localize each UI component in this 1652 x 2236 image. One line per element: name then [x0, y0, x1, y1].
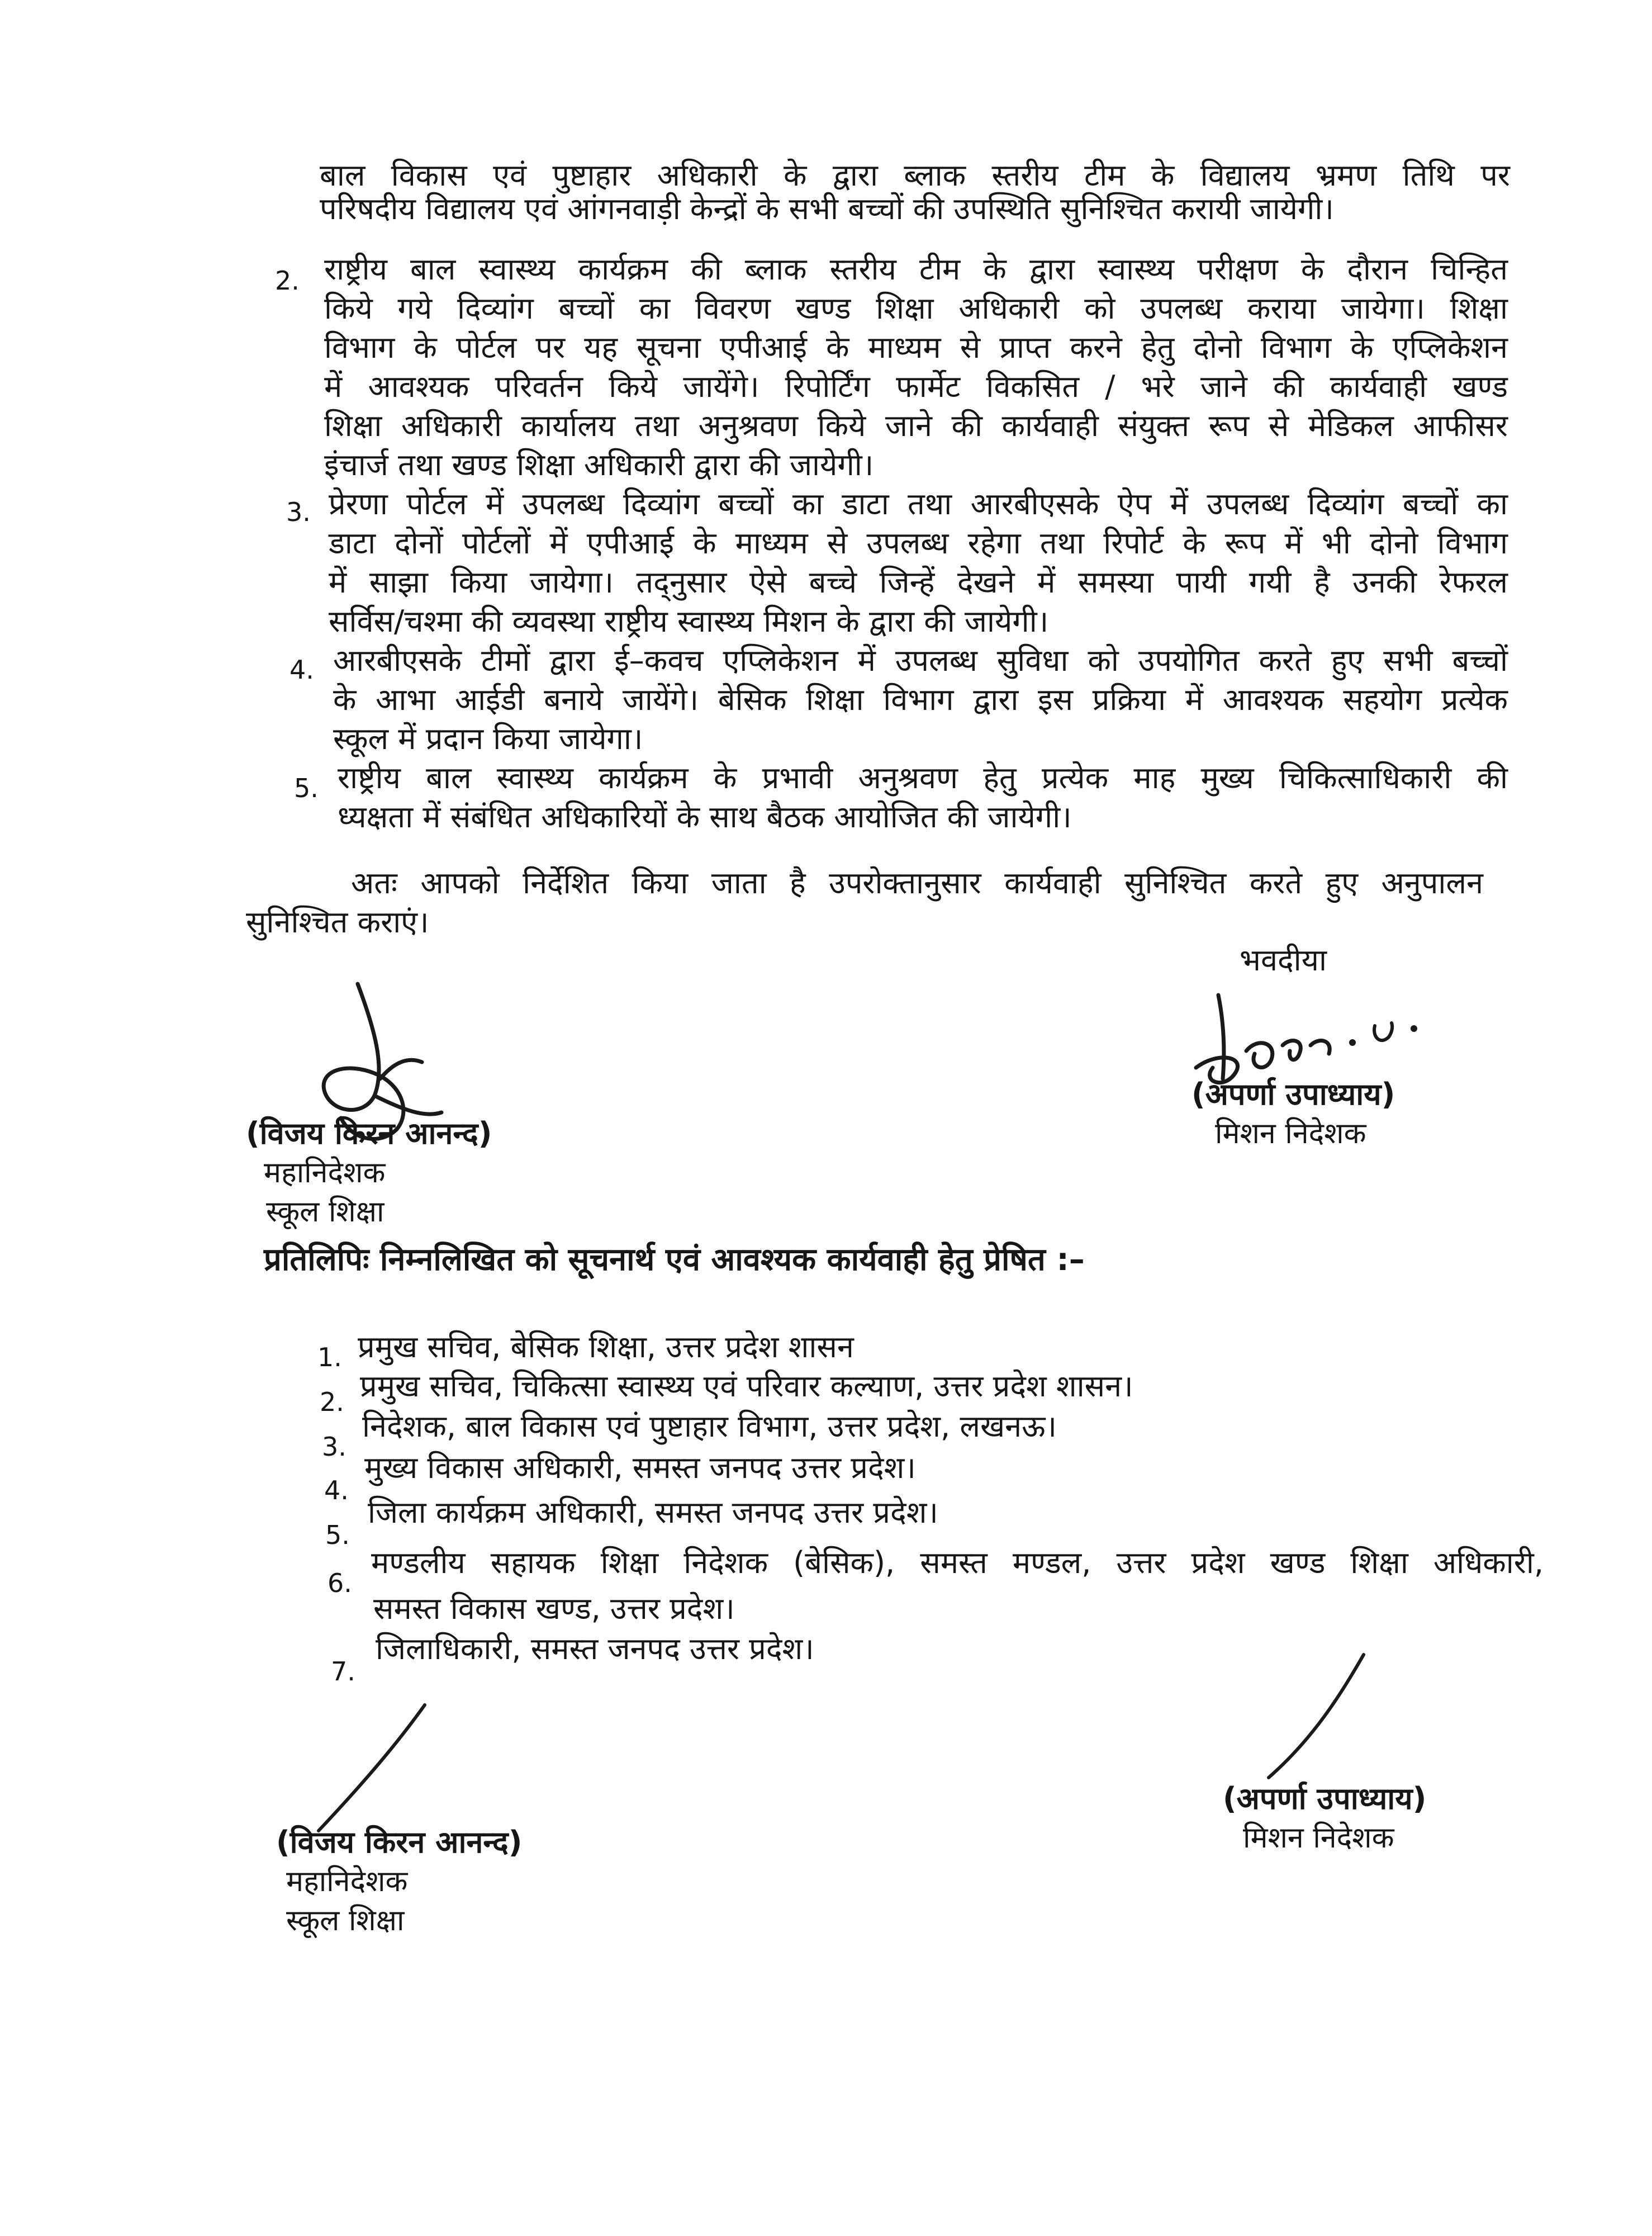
- copy-item-number: 2.: [320, 1387, 344, 1417]
- point-line: ध्यक्षता में संबंधित अधिकारियों के साथ बैठक आयोजित की जायेगी।: [338, 799, 1072, 835]
- right-signatory-name-2: (अपर्णा उपाध्याय): [1223, 1781, 1427, 1816]
- copy-item-line: मण्डलीय सहायक शिक्षा निदेशक (बेसिक), समस्त मण्डल, उत्तर प्रदेश खण्ड शिक्षा अधिकारी,: [371, 1545, 1544, 1580]
- closing-line: सुनिश्चित कराएं।: [246, 904, 429, 940]
- copy-item-line: जिलाधिकारी, समस्त जनपद उत्तर प्रदेश।: [376, 1631, 814, 1666]
- left-signatory-designation-2: महानिदेशक: [286, 1865, 408, 1898]
- intro-line: बाल विकास एवं पुष्टाहार अधिकारी के द्वारा ब्लाक स्तरीय टीम के विद्यालय भ्रमण तिथि पर: [320, 158, 1510, 193]
- copy-item-number: 4.: [324, 1475, 349, 1505]
- point-line: में साझा किया जायेगा। तद्नुसार ऐसे बच्चे जिन्हें देखने में समस्या पायी गयी है उनकी रेफरल: [329, 565, 1508, 600]
- left-signatory-department-2: स्कूल शिक्षा: [286, 1904, 405, 1937]
- copy-item-line: निदेशक, बाल विकास एवं पुष्टाहार विभाग, उत्तर प्रदेश, लखनऊ।: [362, 1409, 1057, 1444]
- copy-item-number: 5.: [325, 1520, 350, 1550]
- point-line: राष्ट्रीय बाल स्वास्थ्य कार्यक्रम के प्रभावी अनुश्रवण हेतु प्रत्येक माह मुख्य चिकित्साधिकारी की: [338, 760, 1508, 795]
- left-signatory-name: (विजय किरन आनन्द): [246, 1116, 492, 1151]
- copy-item-line: समस्त विकास खण्ड, उत्तर प्रदेश।: [373, 1591, 735, 1626]
- copy-item-number: 6.: [327, 1568, 352, 1598]
- intro-line: परिषदीय विद्यालय एवं आंगनवाड़ी केन्द्रों के सभी बच्चों की उपस्थिति सुनिश्चित करायी जायेगी।: [320, 191, 1334, 226]
- point-line: में आवश्यक परिवर्तन किये जायेंगे। रिपोर्टिंग फार्मेट विकसित / भरे जाने की कार्यवाही खण्ड: [324, 369, 1508, 404]
- right-signatory-designation: मिशन निदेशक: [1215, 1117, 1366, 1150]
- point-line: स्कूल में प्रदान किया जायेगा।: [333, 721, 643, 756]
- left-initial-mark: [302, 1699, 436, 1839]
- point-line: शिक्षा अधिकारी कार्यालय तथा अनुश्रवण किये जाने की कार्यवाही संयुक्त रूप से मेडिकल आफीसर: [324, 408, 1508, 443]
- point-line: किये गये दिव्यांग बच्चों का विवरण खण्ड शिक्षा अधिकारी को उपलब्ध कराया जायेगा। शिक्षा: [324, 291, 1508, 326]
- left-signatory-designation: महानिदेशक: [264, 1156, 386, 1190]
- left-signatory-department: स्कूल शिक्षा: [266, 1195, 384, 1229]
- point-line: इंचार्ज तथा खण्ड शिक्षा अधिकारी द्वारा की जायेगी।: [324, 447, 874, 482]
- copy-item-line: प्रमुख सचिव, चिकित्सा स्वास्थ्य एवं परिवार कल्याण, उत्तर प्रदेश शासन।: [360, 1368, 1133, 1404]
- copy-item-number: 7.: [331, 1656, 355, 1687]
- point-number: 2.: [275, 266, 300, 296]
- copy-item-line: मुख्य विकास अधिकारी, समस्त जनपद उत्तर प्रदेश।: [364, 1450, 916, 1485]
- right-signatory-designation-2: मिशन निदेशक: [1243, 1821, 1394, 1855]
- valediction: भवदीया: [1240, 942, 1327, 978]
- right-initial-mark: [1252, 1649, 1364, 1789]
- copy-item-number: 3.: [322, 1432, 346, 1462]
- copy-item-line: जिला कार्यक्रम अधिकारी, समस्त जनपद उत्तर प्रदेश।: [368, 1495, 938, 1530]
- copy-item-number: 1.: [317, 1342, 342, 1372]
- point-number: 5.: [294, 773, 319, 803]
- point-number: 4.: [289, 655, 314, 685]
- point-line: सर्विस/चश्मा की व्यवस्था राष्ट्रीय स्वास्थ्य मिशन के द्वारा की जायेगी।: [329, 604, 1049, 639]
- right-signatory-name: (अपर्णा उपाध्याय): [1191, 1077, 1395, 1112]
- point-line: विभाग के पोर्टल पर यह सूचना एपीआई के माध्यम से प्राप्त करने हेतु दोनो विभाग के एप्लिकेशन: [324, 330, 1508, 365]
- copy-to-heading: प्रतिलिपिः निम्नलिखित को सूचनार्थ एवं आवश्यक कार्यवाही हेतु प्रेषित :–: [264, 1242, 1085, 1278]
- point-line: डाटा दोनों पोर्टलों में एपीआई के माध्यम से उपलब्ध रहेगा तथा रिपोर्ट के रूप में भी दोनो विभाग: [329, 525, 1508, 561]
- point-number: 3.: [286, 497, 311, 527]
- point-line: आरबीएसके टीमों द्वारा ई–कवच एप्लिकेशन में उपलब्ध सुविधा को उपयोगित करते हुए सभी बच्चों: [333, 643, 1508, 678]
- closing-line: अतः आपको निर्देशित किया जाता है उपरोक्तानुसार कार्यवाही सुनिश्चित करते हुए अनुपालन: [351, 865, 1483, 901]
- point-line: प्रेरणा पोर्टल में उपलब्ध दिव्यांग बच्चों का डाटा तथा आरबीएसके ऐप में उपलब्ध दिव्यांग बच्चों का: [329, 486, 1508, 522]
- point-line: राष्ट्रीय बाल स्वास्थ्य कार्यक्रम की ब्लाक स्तरीय टीम के द्वारा स्वास्थ्य परीक्षण के दौरान चिन्हित: [324, 252, 1508, 287]
- point-line: के आभा आईडी बनाये जायेंगे। बेसिक शिक्षा विभाग द्वारा इस प्रक्रिया में आवश्यक सहयोग प्रत्येक: [333, 682, 1508, 717]
- left-signatory-name-2: (विजय किरन आनन्द): [276, 1825, 523, 1860]
- copy-item-line: प्रमुख सचिव, बेसिक शिक्षा, उत्तर प्रदेश शासन: [358, 1329, 854, 1365]
